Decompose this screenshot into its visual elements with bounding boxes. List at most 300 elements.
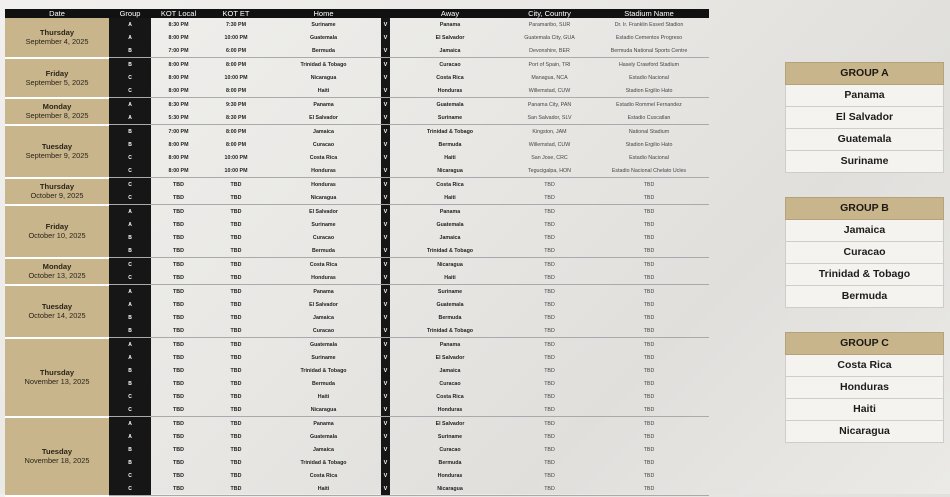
kot-local-cell: 8:30 PM <box>168 21 189 28</box>
header-home: Home <box>266 9 381 18</box>
kot-et-cell: TBD <box>230 314 242 321</box>
stadium-cell: TBD <box>643 288 655 295</box>
stadium-cell: Hasely Crawford Stadium <box>618 61 680 68</box>
city-cell: TBD <box>544 433 555 440</box>
kot-et-cell: TBD <box>230 446 242 453</box>
group-c-card <box>785 332 944 443</box>
kot-et-cell: TBD <box>230 301 242 308</box>
away-team-cell: Jamaica <box>439 367 461 374</box>
group-c-team: Costa Rica <box>785 355 944 377</box>
header-kot-local: KOT Local <box>151 9 206 18</box>
header-group: Group <box>109 9 151 18</box>
away-team-cell: Costa Rica <box>436 181 464 188</box>
group-cell: A <box>109 111 151 125</box>
city-cell: Willemstad, CUW <box>528 141 571 148</box>
stadium-cell: Estadio Nacional Chelato Ucles <box>589 164 709 178</box>
match-row <box>5 205 709 219</box>
group-cell: A <box>109 205 151 219</box>
home-team-cell: Suriname <box>311 221 336 228</box>
match-row <box>5 338 709 352</box>
away-team-cell: Haiti <box>390 191 510 205</box>
home-team-cell: Suriname <box>311 21 336 28</box>
away-team-cell: Suriname <box>390 111 510 125</box>
match-date-cell <box>5 258 109 285</box>
away-team-cell: Trinidad & Tobago <box>426 128 474 135</box>
kot-et-cell: TBD <box>230 393 242 400</box>
kot-local-cell: TBD <box>151 271 206 285</box>
stadium-cell: Stadion Ergilio Hato <box>625 141 673 148</box>
vs-cell: V <box>381 125 390 139</box>
city-cell: TBD <box>510 403 589 417</box>
stadium-cell: Estadio Nacional <box>629 74 669 81</box>
kot-et-cell: 10:00 PM <box>224 154 248 161</box>
vs-cell: V <box>381 138 390 151</box>
kot-et-cell: 10:00 PM <box>224 74 248 81</box>
kot-local-cell: TBD <box>151 244 206 258</box>
match-row <box>5 403 709 417</box>
kot-et-cell: TBD <box>230 261 242 268</box>
group-cell: A <box>109 417 151 431</box>
match-row <box>5 456 709 469</box>
home-team-cell: Haiti <box>266 84 381 98</box>
kot-et-cell: TBD <box>230 341 242 348</box>
group-a-team: Guatemala <box>785 129 944 151</box>
kot-local-cell: 8:30 PM <box>168 101 189 108</box>
vs-cell: V <box>381 191 390 205</box>
group-c-team: Honduras <box>785 377 944 399</box>
group-cell: C <box>109 151 151 164</box>
away-team-cell: Jamaica <box>439 234 461 241</box>
group-c-title: GROUP C <box>785 332 944 355</box>
away-team-cell: El Salvador <box>435 420 465 427</box>
group-cell: A <box>109 430 151 443</box>
city-cell: TBD <box>544 208 555 215</box>
match-date: September 4, 2025 <box>25 37 89 47</box>
match-date-cell <box>5 98 109 125</box>
table-header-row <box>5 9 709 18</box>
match-day-of-week: Tuesday <box>41 302 73 311</box>
kot-et-cell: TBD <box>230 433 242 440</box>
away-team-cell: Bermuda <box>438 141 462 148</box>
match-row <box>5 443 709 456</box>
away-team-cell: Costa Rica <box>436 393 464 400</box>
kot-local-cell: TBD <box>173 301 184 308</box>
kot-local-cell: TBD <box>173 181 184 188</box>
header-vs <box>381 9 390 18</box>
city-cell: TBD <box>510 191 589 205</box>
city-cell: Kingston, JAM <box>532 128 567 135</box>
home-team-cell: Guatemala <box>309 341 338 348</box>
kot-et-cell: TBD <box>230 354 242 361</box>
header-stadium: Stadium Name <box>589 9 709 18</box>
vs-cell: V <box>381 377 390 390</box>
vs-cell: V <box>381 482 390 496</box>
home-team-cell: Haiti <box>317 393 330 400</box>
home-team-cell: El Salvador <box>309 208 338 215</box>
group-cell: B <box>109 364 151 377</box>
match-date-cell <box>5 285 109 338</box>
match-row <box>5 138 709 151</box>
stadium-cell: TBD <box>643 208 655 215</box>
city-cell: TBD <box>510 324 589 338</box>
kot-et-cell: TBD <box>230 420 242 427</box>
city-cell: TBD <box>544 301 555 308</box>
group-cell: B <box>109 377 151 390</box>
kot-et-cell: 7:30 PM <box>225 21 247 28</box>
vs-cell: V <box>381 58 390 72</box>
vs-cell: V <box>381 44 390 58</box>
match-row <box>5 151 709 164</box>
city-cell: Panama City, PAN <box>527 101 572 108</box>
match-day-of-week: Monday <box>42 262 72 271</box>
kot-et-cell: TBD <box>230 472 242 479</box>
match-row <box>5 324 709 338</box>
group-cell: A <box>109 338 151 352</box>
kot-local-cell: TBD <box>151 324 206 338</box>
match-row <box>5 178 709 192</box>
city-cell: TBD <box>544 314 555 321</box>
city-cell: TBD <box>544 261 555 268</box>
kot-et-cell: 8:00 PM <box>225 141 247 148</box>
kot-local-cell: 8:00 PM <box>168 154 189 161</box>
kot-et-cell: 8:00 PM <box>225 128 247 135</box>
kot-et-cell: 10:00 PM <box>206 164 266 178</box>
group-b-team: Bermuda <box>785 286 944 308</box>
home-team-cell: Curacao <box>312 141 335 148</box>
home-team-cell: Haiti <box>266 482 381 496</box>
stadium-cell: TBD <box>643 380 655 387</box>
home-team-cell: Guatemala <box>309 433 338 440</box>
kot-et-cell: TBD <box>206 271 266 285</box>
away-team-cell: Curacao <box>439 446 461 453</box>
kot-local-cell: 7:00 PM <box>151 44 206 58</box>
home-team-cell: Curacao <box>266 324 381 338</box>
match-day-of-week: Tuesday <box>41 447 73 456</box>
stadium-cell: TBD <box>643 181 655 188</box>
match-row <box>5 244 709 258</box>
kot-local-cell: TBD <box>173 420 184 427</box>
away-team-cell: Costa Rica <box>436 74 464 81</box>
home-team-cell: Trinidad & Tobago <box>300 367 347 374</box>
match-day-of-week: Thursday <box>39 368 75 377</box>
header-date: Date <box>5 9 109 18</box>
match-day-of-week: Friday <box>45 68 69 78</box>
group-b-team: Jamaica <box>785 220 944 242</box>
match-date-cell <box>5 58 109 98</box>
home-team-cell: Jamaica <box>313 446 334 453</box>
home-team-cell: Nicaragua <box>266 403 381 417</box>
away-team-cell: Suriname <box>437 288 463 295</box>
kot-local-cell: 8:00 PM <box>168 74 189 81</box>
match-row <box>5 18 709 31</box>
match-date: October 14, 2025 <box>28 311 86 320</box>
kot-local-cell: 7:00 PM <box>168 128 189 135</box>
match-date: September 9, 2025 <box>25 151 89 160</box>
stadium-cell: TBD <box>643 234 655 241</box>
match-date: November 13, 2025 <box>24 377 90 386</box>
group-cell: B <box>109 443 151 456</box>
group-cell: B <box>109 138 151 151</box>
stadium-cell: Dr. Ir. Franklin Essed Stadion <box>614 21 684 28</box>
vs-cell: V <box>381 205 390 219</box>
city-cell: Guatemala City, GUA <box>524 34 575 41</box>
match-row <box>5 430 709 443</box>
away-team-cell: Haiti <box>390 271 510 285</box>
vs-cell: V <box>381 338 390 352</box>
city-cell: San Jose, CRC <box>531 154 568 161</box>
vs-cell: V <box>381 271 390 285</box>
city-cell: TBD <box>544 446 555 453</box>
match-date-cell <box>5 125 109 178</box>
stadium-cell: TBD <box>643 472 655 479</box>
kot-local-cell: TBD <box>173 221 184 228</box>
schedule-body <box>5 18 709 496</box>
vs-cell: V <box>381 218 390 231</box>
group-cell: C <box>109 469 151 482</box>
match-row <box>5 285 709 299</box>
match-row <box>5 364 709 377</box>
vs-cell: V <box>381 285 390 299</box>
group-cell: C <box>109 271 151 285</box>
city-cell: San Salvador, SLV <box>510 111 589 125</box>
match-row <box>5 258 709 272</box>
header-kot-et: KOT ET <box>206 9 266 18</box>
kot-local-cell: TBD <box>151 191 206 205</box>
kot-et-cell: TBD <box>230 288 242 295</box>
home-team-cell: El Salvador <box>266 111 381 125</box>
vs-cell: V <box>381 31 390 44</box>
city-cell: TBD <box>510 271 589 285</box>
match-row <box>5 469 709 482</box>
kot-local-cell: TBD <box>173 367 184 374</box>
away-team-cell: Suriname <box>437 433 463 440</box>
group-a-team: El Salvador <box>785 107 944 129</box>
kot-et-cell: TBD <box>206 244 266 258</box>
match-row <box>5 125 709 139</box>
kot-et-cell: 8:30 PM <box>206 111 266 125</box>
match-date-cell <box>5 338 109 417</box>
stadium-cell: TBD <box>589 482 709 496</box>
city-cell: TBD <box>544 420 555 427</box>
away-team-cell: Panama <box>439 21 461 28</box>
group-cell: B <box>109 456 151 469</box>
kot-local-cell: 8:00 PM <box>168 34 189 41</box>
kot-et-cell: 8:00 PM <box>225 61 247 68</box>
city-cell: TBD <box>544 341 555 348</box>
kot-local-cell: 5:30 PM <box>151 111 206 125</box>
city-cell: Tegucigalpa, HON <box>510 164 589 178</box>
match-date: November 18, 2025 <box>24 456 90 465</box>
city-cell: TBD <box>510 244 589 258</box>
vs-cell: V <box>381 351 390 364</box>
match-row <box>5 31 709 44</box>
home-team-cell: Suriname <box>311 354 336 361</box>
kot-local-cell: TBD <box>173 314 184 321</box>
city-cell: Port of Spain, TRI <box>528 61 571 68</box>
stadium-cell: TBD <box>643 301 655 308</box>
away-team-cell: Nicaragua <box>390 164 510 178</box>
kot-et-cell: TBD <box>230 181 242 188</box>
city-cell: Devonshire, BER <box>510 44 589 58</box>
schedule-table <box>5 9 709 497</box>
match-date-cell <box>5 18 109 58</box>
home-team-cell: Panama <box>313 101 334 108</box>
match-date: October 13, 2025 <box>28 271 86 280</box>
kot-et-cell: TBD <box>230 367 242 374</box>
group-b-team: Trinidad & Tobago <box>785 264 944 286</box>
match-row <box>5 164 709 178</box>
group-cell: B <box>109 44 151 58</box>
away-team-cell: Guatemala <box>436 101 464 108</box>
stadium-cell: TBD <box>643 354 655 361</box>
match-day-of-week: Thursday <box>39 182 75 191</box>
city-cell: TBD <box>544 234 555 241</box>
match-row <box>5 191 709 205</box>
kot-et-cell: TBD <box>230 208 242 215</box>
group-cell: A <box>109 285 151 299</box>
kot-et-cell: TBD <box>206 191 266 205</box>
away-team-cell: Trinidad & Tobago <box>390 324 510 338</box>
stadium-cell: TBD <box>589 191 709 205</box>
city-cell: Managua, NCA <box>531 74 568 81</box>
kot-et-cell: 8:00 PM <box>206 84 266 98</box>
kot-local-cell: 8:00 PM <box>168 141 189 148</box>
away-team-cell: Honduras <box>437 472 463 479</box>
match-row <box>5 231 709 244</box>
stadium-cell: TBD <box>643 459 655 466</box>
away-team-cell: Jamaica <box>390 44 510 58</box>
kot-et-cell: 9:30 PM <box>225 101 247 108</box>
stadium-cell: Bermuda National Sports Centre <box>589 44 709 58</box>
match-date: September 5, 2025 <box>25 77 89 87</box>
group-cell: B <box>109 244 151 258</box>
vs-cell: V <box>381 456 390 469</box>
kot-et-cell: TBD <box>230 221 242 228</box>
match-row <box>5 58 709 72</box>
stadium-cell: TBD <box>589 324 709 338</box>
kot-local-cell: 8:00 PM <box>151 164 206 178</box>
away-team-cell: Honduras <box>390 84 510 98</box>
kot-local-cell: 8:00 PM <box>168 61 189 68</box>
home-team-cell: Costa Rica <box>309 472 338 479</box>
match-day-of-week: Monday <box>42 102 72 111</box>
match-day-of-week: Tuesday <box>41 142 73 151</box>
stadium-cell: TBD <box>643 433 655 440</box>
group-cell: C <box>109 84 151 98</box>
match-row <box>5 377 709 390</box>
city-cell: TBD <box>544 367 555 374</box>
group-a-team: Panama <box>785 85 944 107</box>
vs-cell: V <box>381 164 390 178</box>
match-date: October 10, 2025 <box>28 231 86 240</box>
group-c-team: Nicaragua <box>785 421 944 443</box>
match-date-cell <box>5 417 109 496</box>
kot-et-cell: TBD <box>206 482 266 496</box>
home-team-cell: Costa Rica <box>309 261 338 268</box>
group-cell: C <box>109 258 151 272</box>
away-team-cell: Haiti <box>444 154 456 161</box>
match-row <box>5 417 709 431</box>
match-day-of-week: Friday <box>45 222 69 231</box>
stadium-cell: TBD <box>589 244 709 258</box>
city-cell: TBD <box>544 288 555 295</box>
kot-local-cell: TBD <box>173 341 184 348</box>
home-team-cell: Honduras <box>266 271 381 285</box>
kot-local-cell: TBD <box>173 380 184 387</box>
city-cell: Willemstad, CUW <box>510 84 589 98</box>
stadium-cell: Estadio Cuscatlan <box>589 111 709 125</box>
match-date-cell <box>5 205 109 258</box>
home-team-cell: Nicaragua <box>266 191 381 205</box>
city-cell: Paramaribo, SUR <box>528 21 571 28</box>
stadium-cell: TBD <box>589 271 709 285</box>
home-team-cell: Nicaragua <box>310 74 337 81</box>
home-team-cell: Curacao <box>312 234 335 241</box>
vs-cell: V <box>381 71 390 84</box>
away-team-cell: Nicaragua <box>390 482 510 496</box>
match-row <box>5 71 709 84</box>
stadium-cell: Stadion Ergilio Hato <box>589 84 709 98</box>
match-row <box>5 98 709 112</box>
away-team-cell: Guatemala <box>436 221 464 228</box>
stadium-cell: Estadio Rommel Fernandez <box>616 101 682 108</box>
home-team-cell: Jamaica <box>313 314 334 321</box>
away-team-cell: Bermuda <box>438 459 462 466</box>
vs-cell: V <box>381 231 390 244</box>
vs-cell: V <box>381 443 390 456</box>
group-cell: C <box>109 482 151 496</box>
home-team-cell: Trinidad & Tobago <box>300 61 347 68</box>
kot-local-cell: 8:00 PM <box>151 84 206 98</box>
match-row <box>5 84 709 98</box>
vs-cell: V <box>381 18 390 31</box>
header-city: City, Country <box>510 9 589 18</box>
stadium-cell: Estadio Cementos Progreso <box>615 34 683 41</box>
vs-cell: V <box>381 298 390 311</box>
away-team-cell: Trinidad & Tobago <box>390 244 510 258</box>
group-cell: A <box>109 98 151 112</box>
group-cell: C <box>109 178 151 192</box>
vs-cell: V <box>381 84 390 98</box>
match-date-cell <box>5 178 109 205</box>
header-away: Away <box>390 9 510 18</box>
group-a-team: Suriname <box>785 151 944 173</box>
group-b-title: GROUP B <box>785 197 944 220</box>
home-team-cell: Panama <box>313 420 334 427</box>
match-row <box>5 44 709 58</box>
kot-local-cell: TBD <box>173 393 184 400</box>
vs-cell: V <box>381 111 390 125</box>
away-team-cell: Bermuda <box>438 314 462 321</box>
stadium-cell: TBD <box>643 420 655 427</box>
group-cell: B <box>109 58 151 72</box>
group-cell: C <box>109 164 151 178</box>
kot-local-cell: TBD <box>173 459 184 466</box>
vs-cell: V <box>381 403 390 417</box>
home-team-cell: Trinidad & Tobago <box>300 459 347 466</box>
kot-local-cell: TBD <box>173 433 184 440</box>
stadium-cell: TBD <box>643 341 655 348</box>
city-cell: TBD <box>544 181 555 188</box>
home-team-cell: Costa Rica <box>309 154 338 161</box>
group-cell: A <box>109 351 151 364</box>
group-cell: A <box>109 218 151 231</box>
home-team-cell: El Salvador <box>309 301 338 308</box>
away-team-cell: Panama <box>439 208 461 215</box>
vs-cell: V <box>381 364 390 377</box>
group-b-card <box>785 197 944 308</box>
kot-local-cell: TBD <box>173 288 184 295</box>
